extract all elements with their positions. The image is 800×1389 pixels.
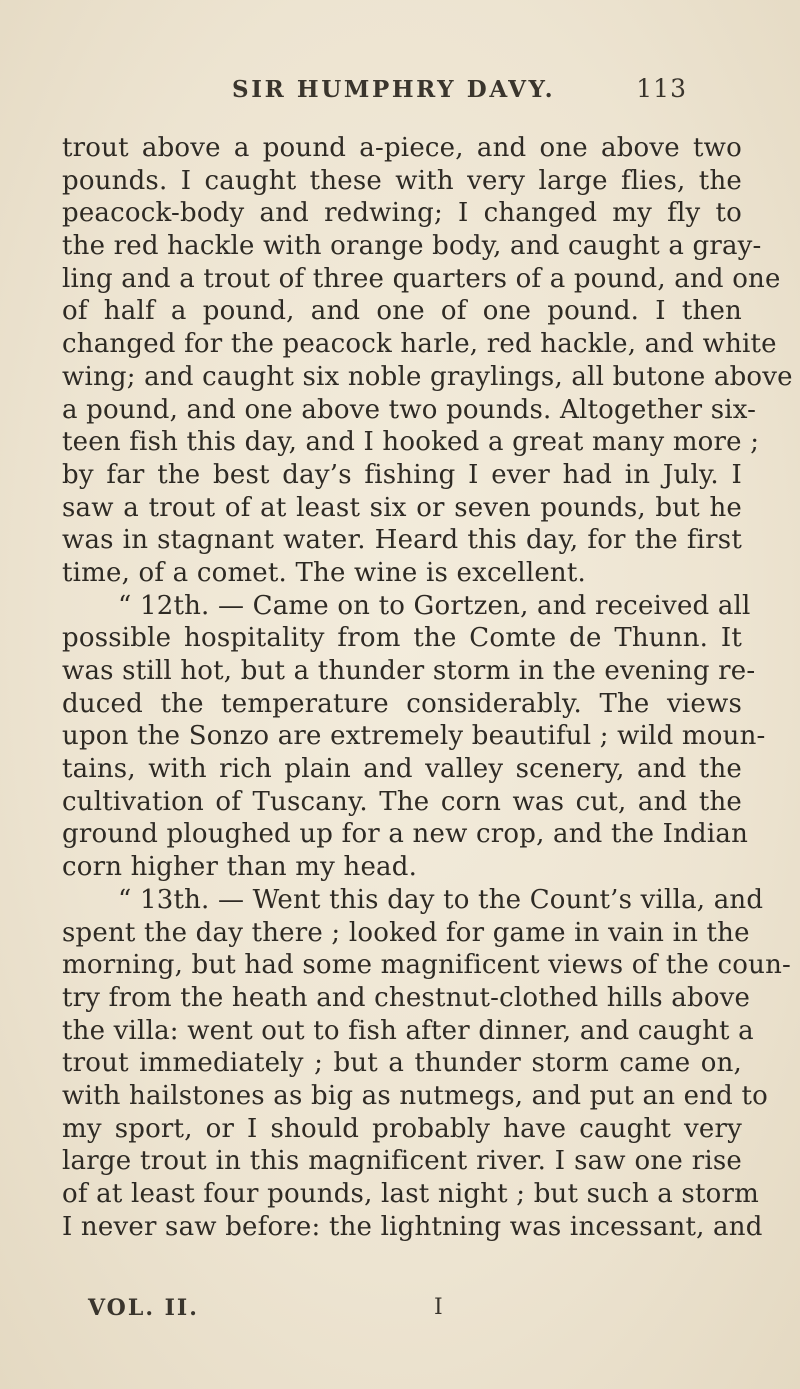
signature-mark: I xyxy=(434,1295,443,1320)
paragraph-start-line: “ 13th. — Went this day to the Count’s villa, and xyxy=(118,884,764,915)
text-line: a pound, and one above two pounds. Altogether six- xyxy=(62,394,757,425)
paragraph-end-line: time, of a comet. The wine is excellent. xyxy=(62,557,586,588)
paragraph-start-line: “ 12th. — Came on to Gortzen, and received all xyxy=(118,590,751,621)
paragraph-end-line: corn higher than my head. xyxy=(62,852,418,883)
text-line: by far the best day’s fishing I ever had in July. I xyxy=(62,459,742,490)
volume-mark: VOL. II. xyxy=(88,1295,199,1321)
text-line: tains, with rich plain and valley scenery, and the xyxy=(62,754,742,785)
text-line: morning, but had some magnificent views of the coun- xyxy=(62,950,792,981)
text-line: the villa: went out to fish after dinner, and caught a xyxy=(62,1015,754,1046)
text-line: ground ploughed up for a new crop, and the Indian xyxy=(62,819,749,850)
text-line: cultivation of Tuscany. The corn was cut, and the xyxy=(62,786,742,817)
text-line: the red hackle with orange body, and caught a gray- xyxy=(62,231,762,262)
page-footer xyxy=(0,1295,800,1325)
text-line: peacock-body and redwing; I changed my fly to xyxy=(62,198,742,229)
text-line: try from the heath and chestnut-clothed hills above xyxy=(62,982,751,1013)
running-head: SIR HUMPHRY DAVY. xyxy=(232,76,556,103)
page-number: 113 xyxy=(636,74,687,103)
text-line: ling and a trout of three quarters of a pound, and one xyxy=(62,263,781,294)
text-line: of half a pound, and one of one pound. I then xyxy=(62,296,742,327)
text-line: wing; and caught six noble graylings, all butone above xyxy=(62,361,793,392)
text-line: saw a trout of at least six or seven pounds, but he xyxy=(62,492,742,523)
text-line: upon the Sonzo are extremely beautiful ; wild moun- xyxy=(62,721,766,752)
text-line: duced the temperature considerably. The views xyxy=(62,688,742,719)
text-line: pounds. I caught these with very large flies, the xyxy=(62,165,742,196)
text-line: trout immediately ; but a thunder storm came on, xyxy=(62,1048,742,1079)
text-line: was in stagnant water. Heard this day, for the first xyxy=(62,525,742,556)
text-line: possible hospitality from the Comte de Thunn. It xyxy=(62,623,742,654)
text-line: was still hot, but a thunder storm in the evening re- xyxy=(62,656,756,686)
body-text xyxy=(62,132,793,1243)
text-line: of at least four pounds, last night ; but such a storm xyxy=(62,1179,759,1209)
text-line: my sport, or I should probably have caught very xyxy=(62,1113,742,1144)
text-line: I never saw before: the lightning was incessant, and xyxy=(62,1211,763,1242)
text-line: with hailstones as big as nutmegs, and put an end to xyxy=(62,1080,768,1111)
text-line: changed for the peacock harle, red hackle, and white xyxy=(62,329,777,360)
text-line: teen fish this day, and I hooked a great many more ; xyxy=(62,427,760,458)
text-line: large trout in this magnificent river. I saw one rise xyxy=(62,1146,742,1177)
text-line: spent the day there ; looked for game in vain in the xyxy=(62,917,750,948)
page-header xyxy=(0,76,800,110)
text-line: trout above a pound a-piece, and one above two xyxy=(62,133,742,163)
